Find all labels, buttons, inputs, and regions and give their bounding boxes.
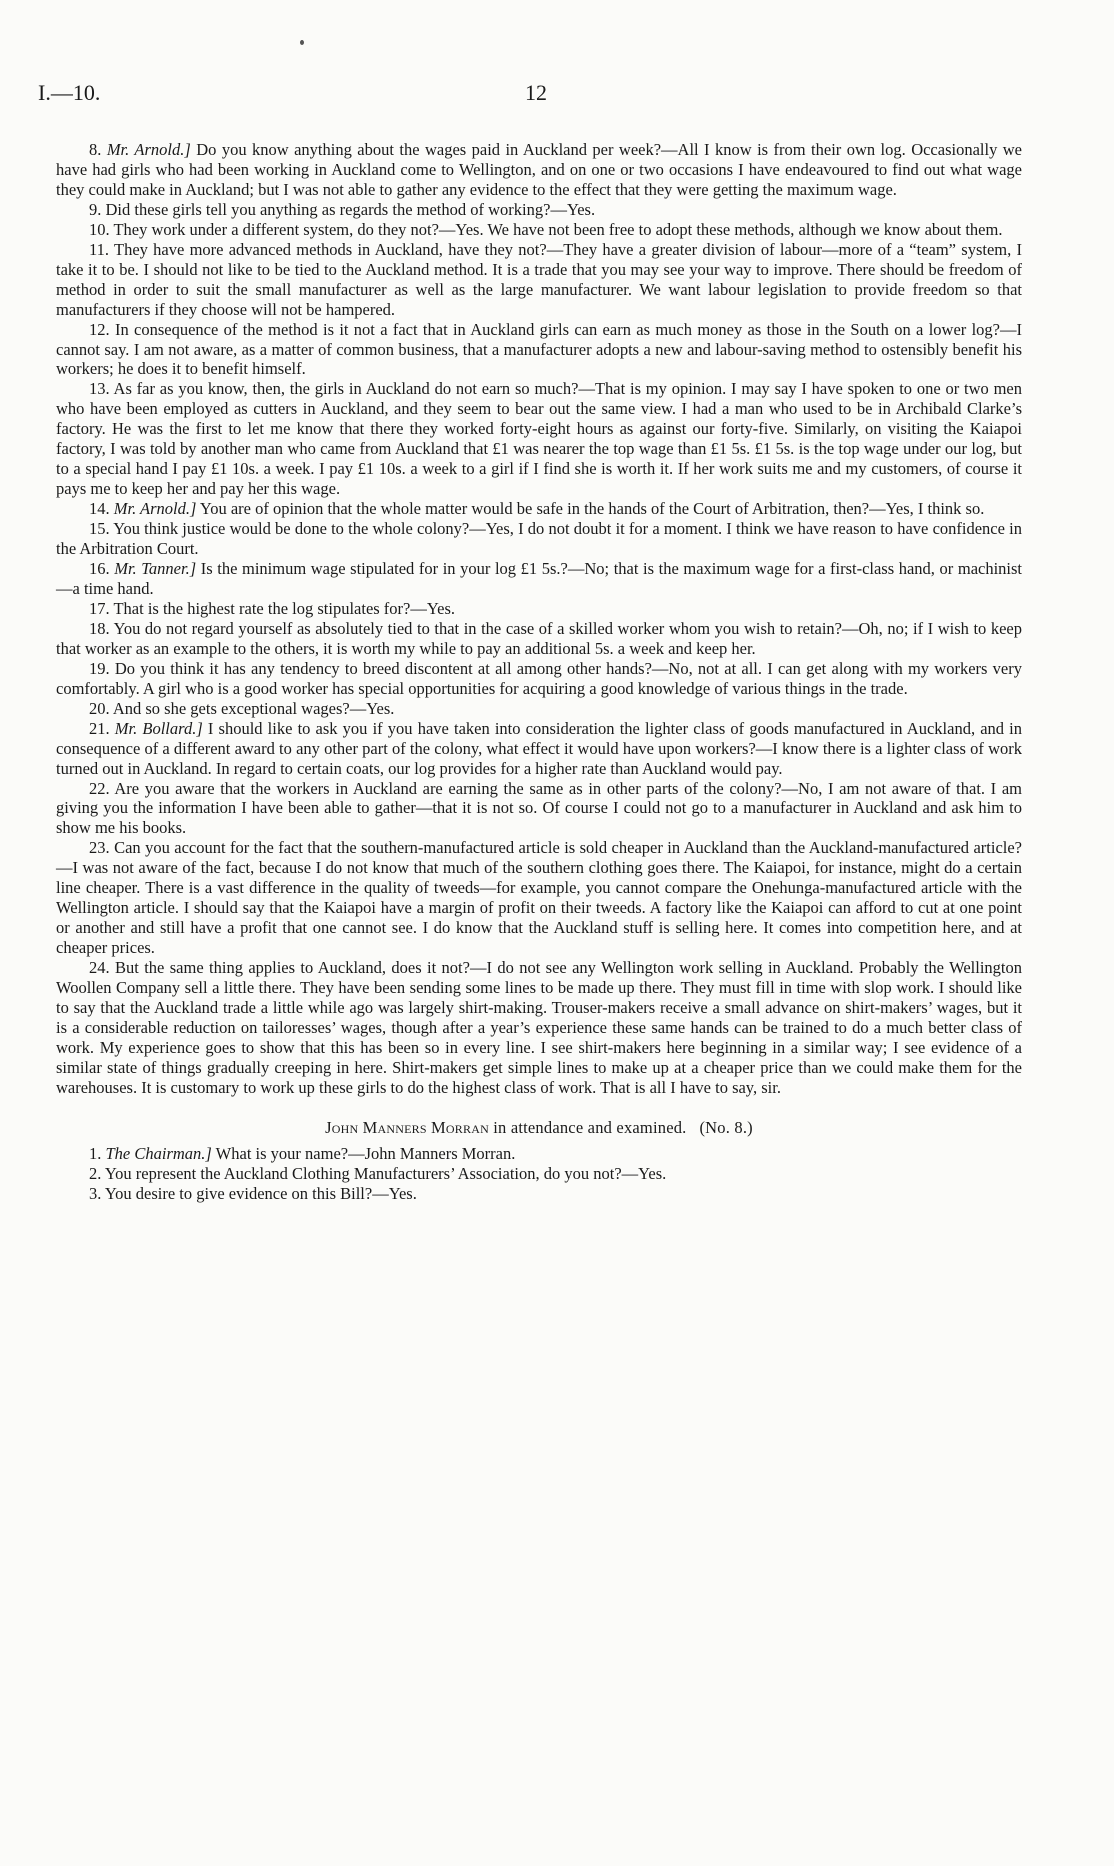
question-number: 3. [89, 1183, 102, 1203]
question-number: 2. [89, 1163, 102, 1183]
question-number: 14. [89, 499, 110, 519]
question-text: But the same thing applies to Auckland, does it not?—I do not see any Wellington work selling in Auckland. Probably the Wellington Woollen Company sell a little there. They have been sending some lines to be made up there. They must fill in time with slop work. I should like to say that the Auckland trade a little while ago was largely shirt-making. Trouser-makers receive a small advance on shirt-makers’ wages, but it is a considerable reduction on tailoresses’ wages, though after a year’s experience these same hands can be trained to do a much better class of work. My experience goes to show that this has been so in every line. I see shirt-makers here beginning in a similar way; I see evidence of a similar state of things gradually creeping in here. Shirt-makers get simple lines to make up at a cheaper price than we could make them for the warehouses. It is customary to work up these girls to do the highest class of work. That is all I have to say, sir. [56, 958, 1022, 1097]
speaker-name: Mr. Arnold.] [106, 140, 191, 159]
question-paragraph [56, 659, 1022, 699]
question-paragraph [56, 838, 1022, 958]
question-text: As far as you know, then, the girls in Auckland do not earn so much?—That is my opinion. I may say I have spoken to one or two men who have been employed as cutters in Auckland, and they seem to bear out the same view. I had a man who used to be in Archibald Clarke’s factory. He was the first to let me know that there they worked forty-eight hours as against our forty-five. Similarly, on visiting the Kaiapoi factory, I was told by another man who came from Auckland that £1 was nearer the top wage than £1 5s. £1 5s. is the top wage under our log, but to a special hand I pay £1 10s. a week. I pay £1 10s. a week to a girl if I find she is worth it. If her work suits me and my customers, of course it pays me to keep her and pay her this wage. [56, 379, 1022, 499]
question-paragraph [56, 719, 1022, 779]
page-header [38, 80, 1054, 110]
question-number: 23. [89, 838, 110, 858]
witness-name: John Manners Morran [325, 1117, 489, 1137]
question-text: You represent the Auckland Clothing Manufacturers’ Association, do you not?—Yes. [104, 1163, 667, 1183]
speaker-name: The Chairman.] [105, 1143, 212, 1163]
question-number: 24. [89, 958, 110, 978]
question-number: 18. [89, 618, 110, 638]
question-text: Do you think it has any tendency to breed discontent at all among other hands?—No, not at all. I can get along with my workers very comfortably. A girl who is a good worker has special opportunities for acquiring a good knowledge of various things in the trade. [56, 658, 1023, 698]
question-number: 9. [89, 199, 102, 219]
question-text: In consequence of the method is it not a fact that in Auckland girls can earn as much money as those in the South on a lower log?—I cannot say. I am not aware, as a matter of common business, that a manufacturer adopts a new and labour-saving method to ostensibly benefit his workers; he does it to benefit himself. [56, 319, 1022, 379]
question-number: 19. [89, 658, 110, 678]
question-number: 16. [89, 559, 110, 579]
speaker-name: Mr. Bollard.] [114, 718, 203, 738]
question-paragraph [56, 220, 1022, 240]
question-number: 17. [89, 598, 110, 618]
question-number: 11. [89, 239, 110, 259]
question-text: And so she gets exceptional wages?—Yes. [112, 698, 395, 718]
witness-heading [56, 1118, 1022, 1138]
question-text: Are you aware that the workers in Auckland are earning the same as in other parts of the colony?—No, I am not aware of that. I am giving you the information I have been able to gather—that it is not so. Of course I could not go to a manufacturer in Auckland and ask him to show me his books. [56, 778, 1022, 838]
speaker-name: Mr. Arnold.] [113, 499, 197, 519]
question-paragraph [56, 140, 1022, 200]
question-number: 13. [89, 379, 110, 399]
witness-heading-text: in attendance and examined. [488, 1117, 687, 1137]
question-text: I should like to ask you if you have taken into consideration the lighter class of goods manufactured in Auckland, and in consequence of a different award to any other part of the colony, what effect it would have upon workers?—I know there is a lighter class of work turned out in Auckland. In regard to certain coats, our log provides for a higher rate than Auckland would pay. [56, 718, 1023, 778]
question-paragraph [56, 1144, 1022, 1164]
evidence-body [56, 140, 1022, 1204]
question-text: You think justice would be done to the whole colony?—Yes, I do not doubt it for a moment. I think we have reason to have confidence in the Arbitration Court. [56, 519, 1022, 559]
question-text: They have more advanced methods in Auckland, have they not?—They have a greater division of labour—more of a “team” system, I take it to be. I should not like to be tied to the Auckland method. It is a trade that you may see your way to improve. There should be freedom of method in order to suit the small manufacturer as well as the large manufacturer. We want labour legislation to provide freedom so that manufacturers if they choose will not be hampered. [56, 239, 1022, 319]
question-text: You do not regard yourself as absolutely tied to that in the case of a skilled worker whom you wish to retain?—Oh, no; if I wish to keep that worker as an example to the others, it is worth my while to pay an additional 5s. a week and keep her. [56, 618, 1023, 658]
question-paragraph [56, 958, 1022, 1098]
witness-number: (No. 8.) [699, 1117, 753, 1137]
ink-speck [300, 40, 304, 45]
question-text: They work under a different system, do they not?—Yes. We have not been free to adopt these methods, although we know about them. [113, 219, 1003, 239]
question-number: 8. [89, 140, 102, 159]
paper-reference: I.—10. [38, 80, 101, 105]
question-paragraph [56, 599, 1022, 619]
question-text: Do you know anything about the wages paid in Auckland per week?—All I know is from their own log. Occasionally we have had girls who had been working in Auckland come to Wellington, and on one or two occasions I have endeavoured to find out what wage they could make in Auckland; but I was not able to gather any evidence to the effect that they were getting the maximum wage. [56, 140, 1022, 199]
question-list [56, 140, 1022, 1098]
question-number: 21. [89, 718, 110, 738]
question-paragraph [56, 619, 1022, 659]
question-number: 12. [89, 319, 110, 339]
question-text: What is your name?—John Manners Morran. [211, 1143, 516, 1163]
question-paragraph [56, 519, 1022, 559]
question-number: 10. [89, 219, 110, 239]
speaker-name: Mr. Tanner.] [114, 559, 197, 579]
question-text: Is the minimum wage stipulated for in your log £1 5s.?—No; that is the maximum wage for a first-class hand, or machinist—a time hand. [56, 559, 1023, 598]
question-paragraph [56, 379, 1022, 499]
page-number: 12 [525, 80, 547, 105]
question-number: 20. [89, 698, 110, 718]
question-paragraph [56, 200, 1022, 220]
witness-question-list [56, 1144, 1022, 1204]
question-text: That is the highest rate the log stipulates for?—Yes. [113, 598, 456, 618]
question-number: 1. [89, 1143, 102, 1163]
question-number: 15. [89, 519, 110, 539]
question-paragraph [56, 559, 1022, 599]
question-paragraph [56, 320, 1022, 380]
question-paragraph [56, 240, 1022, 320]
question-text: Can you account for the fact that the southern-manufactured article is sold cheaper in Auckland than the Auckland-manufactured article?—I was not aware of the fact, because I do not know that much of the southern clothing goes there. The Kaiapoi, for instance, might do a certain line cheaper. There is a vast difference in the quality of tweeds—for example, you cannot compare the Onehunga-manufactured article with the Wellington article. I should say that the Kaiapoi have a margin of profit on their tweeds. A factory like the Kaiapoi can afford to cut at one point or another and still have a profit that one cannot see. I do know that the Auckland stuff is selling here. It comes into competition here, and at cheaper prices. [56, 838, 1023, 958]
question-paragraph [56, 1184, 1022, 1204]
question-text: Did these girls tell you anything as regards the method of working?—Yes. [105, 199, 596, 219]
question-number: 22. [89, 778, 110, 798]
question-text: You desire to give evidence on this Bill?—Yes. [104, 1183, 417, 1203]
question-paragraph [56, 499, 1022, 519]
question-paragraph [56, 779, 1022, 839]
question-paragraph [56, 1164, 1022, 1184]
question-text: You are of opinion that the whole matter would be safe in the hands of the Court of Arbitration, then?—Yes, I think so. [196, 499, 985, 519]
question-paragraph [56, 699, 1022, 719]
